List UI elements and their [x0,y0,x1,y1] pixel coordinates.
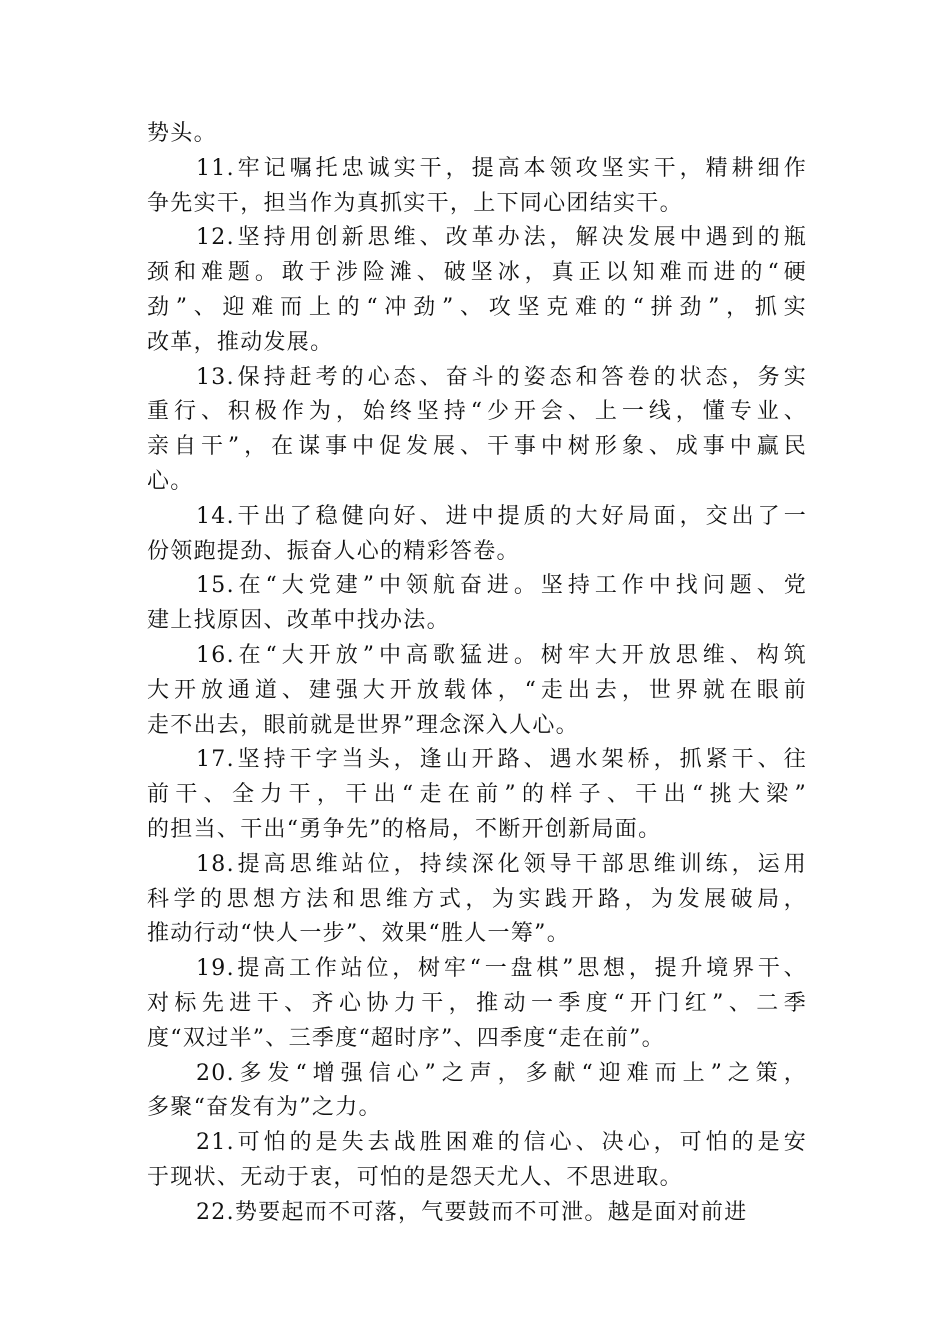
text-line: 的担当、干出“勇争先”的格局，不断开创新局面。 [147,816,662,842]
paragraph [147,639,807,743]
paragraph [147,117,807,152]
paragraph [147,743,807,847]
text-line: 多聚“奋发有为”之力。 [147,1095,382,1121]
text-line: 争先实干，担当作为真抓实干，上下同心团结实干。 [147,190,683,216]
text-line: 22.势要起而不可落，气要鼓而不可泄。越是面对前进 [196,1199,748,1225]
text-line: 15.在“大党建”中领航奋进。坚持工作中找问题、党 [196,573,807,599]
text-line: 科学的思想方法和思维方式，为实践开路，为发展破局， [147,886,807,912]
paragraph [147,221,807,360]
paragraph [147,569,807,639]
paragraph [147,152,807,222]
paragraph [147,1196,807,1231]
text-line: 19.提高工作站位，树牢“一盘棋”思想，提升境界干、 [196,956,807,982]
text-line: 推动行动“快人一步”、效果“胜人一筹”。 [147,921,570,947]
text-line: 18.提高思维站位，持续深化领导干部思维训练，运用 [196,851,807,877]
text-line: 建上找原因、改革中找办法。 [147,608,450,634]
text-line: 走不出去，眼前就是世界”理念深入人心。 [147,712,579,738]
text-line: 21.可怕的是失去战胜困难的信心、决心，可怕的是安 [196,1130,807,1156]
text-line: 13.保持赶考的心态、奋斗的姿态和答卷的状态，务实 [196,364,807,390]
text-line: 颈和难题。敢于涉险滩、破坚冰，真正以知难而进的“硬 [147,260,807,286]
text-line: 14.干出了稳健向好、进中提质的大好局面，交出了一 [196,503,807,529]
text-line: 份领跑提劲、振奋人心的精彩答卷。 [147,538,520,564]
text-line: 16.在“大开放”中高歌猛进。树牢大开放思维、构筑 [196,642,807,668]
paragraph [147,1057,807,1127]
text-line: 对标先进干、齐心协力干，推动一季度“开门红”、二季 [147,990,807,1016]
paragraph [147,1126,807,1196]
text-line: 12.坚持用创新思维、改革办法，解决发展中遇到的瓶 [196,225,807,251]
text-line: 度“双过半”、三季度“超时序”、四季度“走在前”。 [147,1025,665,1051]
text-line: 亲自干”，在谋事中促发展、干事中树形象、成事中赢民 [147,434,807,460]
paragraph [147,952,807,1056]
text-line: 20.多发“增强信心”之声，多献“迎难而上”之策， [196,1060,807,1086]
paragraph [147,500,807,570]
text-line: 势头。 [147,121,217,146]
text-line: 于现状、无动于衷，可怕的是怨天尤人、不思进取。 [147,1164,683,1190]
text-line: 心。 [147,468,194,494]
paragraph [147,361,807,500]
text-line: 改革，推动发展。 [147,329,334,355]
text-line: 11.牢记嘱托忠诚实干，提高本领攻坚实干，精耕细作 [196,155,807,181]
text-line: 大开放通道、建强大开放载体，“走出去，世界就在眼前 [147,677,807,703]
paragraph [147,848,807,952]
text-line: 劲”、迎难而上的“冲劲”、攻坚克难的“拼劲”，抓实 [147,294,807,320]
document-body [147,117,807,1231]
text-line: 重行、积极作为，始终坚持“少开会、上一线，懂专业、 [147,399,807,425]
text-line: 前干、全力干，干出“走在前”的样子、干出“挑大梁” [147,782,807,808]
text-line: 17.坚持干字当头，逢山开路、遇水架桥，抓紧干、往 [196,747,807,773]
